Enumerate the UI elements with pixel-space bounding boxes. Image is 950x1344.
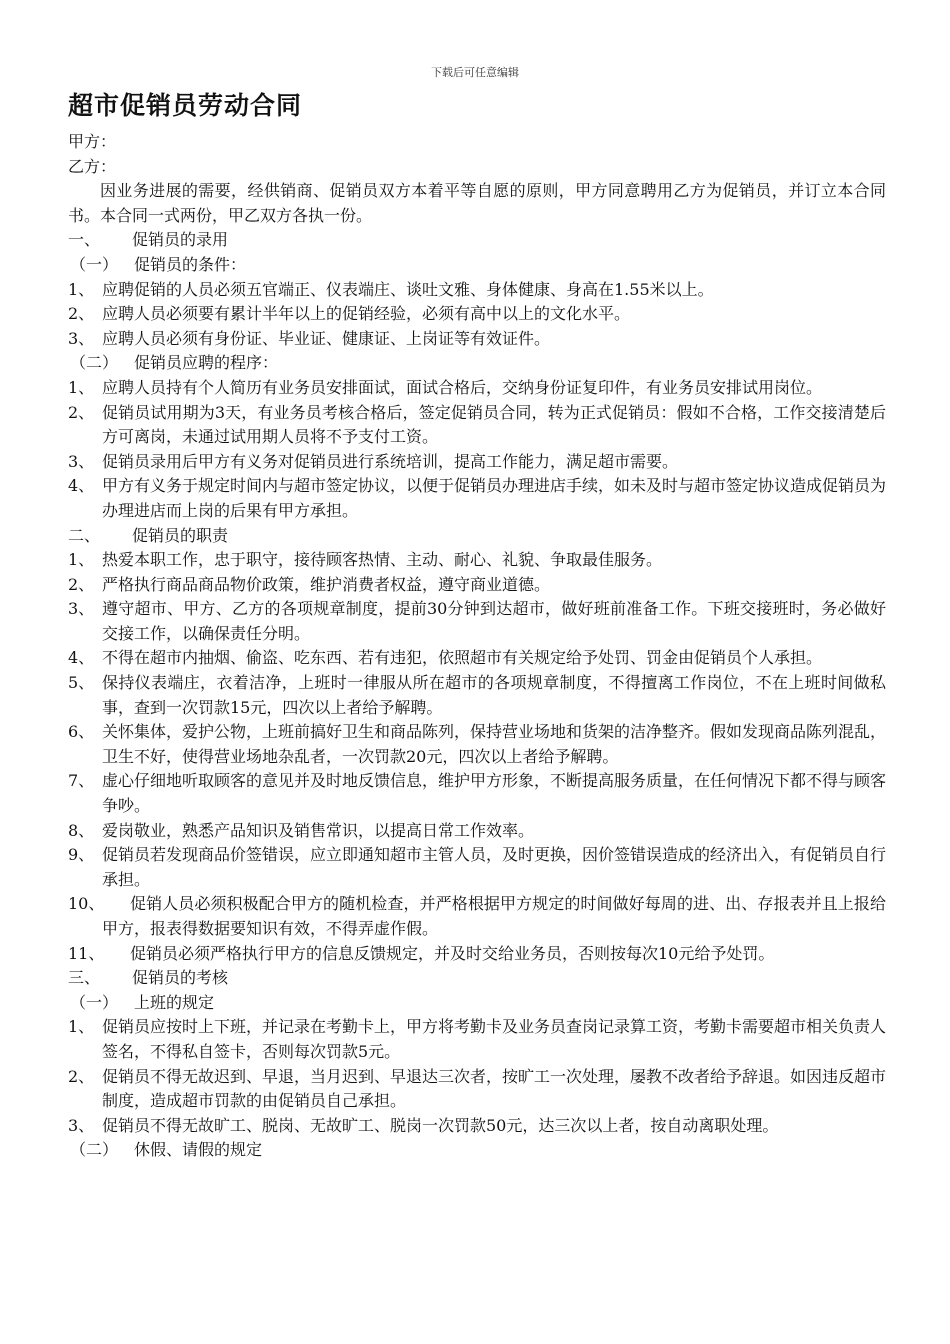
list-item <box>68 474 886 523</box>
list-item <box>68 302 886 327</box>
party-a-label: 甲方： <box>68 132 117 151</box>
list-item <box>68 892 886 941</box>
list-item <box>68 843 886 892</box>
subsection-heading <box>68 351 886 376</box>
item-number: 1、 <box>68 279 95 299</box>
list-item <box>68 819 886 844</box>
section-number: 三、 <box>68 968 101 988</box>
item-number: 10、 <box>68 894 105 914</box>
subsection-title: 促销员的条件： <box>134 254 247 274</box>
item-number: 2、 <box>68 574 95 594</box>
list-item <box>68 278 886 303</box>
item-text: 严格执行商品商品物价政策，维护消费者权益，遵守商业道德。 <box>102 574 551 594</box>
subsection-number: （二） <box>70 1140 119 1160</box>
list-item <box>68 597 886 646</box>
section-heading <box>68 524 886 549</box>
contract-body <box>68 130 886 1163</box>
list-item <box>68 942 886 967</box>
item-text: 促销员不得无故旷工、脱岗、无故旷工、脱岗一次罚款50元，达三次以上者，按自动离职处理。 <box>102 1115 779 1135</box>
item-text: 促销员应按时上下班，并记录在考勤卡上，甲方将考勤卡及业务员查岗记录算工资，考勤卡需要超市相关负责人签名，不得私自签卡，否则每次罚款5元。 <box>102 1017 887 1061</box>
item-number: 8、 <box>68 820 95 840</box>
item-text: 应聘促销的人员必须五官端正、仪表端庄、谈吐文雅、身体健康、身高在1.55米以上。 <box>102 279 714 299</box>
item-text: 热爱本职工作，忠于职守，接待顾客热情、主动、耐心、礼貌、争取最佳服务。 <box>102 550 663 570</box>
list-item <box>68 450 886 475</box>
item-text: 促销人员必须积极配合甲方的随机检查，并严格根据甲方规定的时间做好每周的进、出、存报表并且上报给甲方，报表得数据要知识有效，不得弄虚作假。 <box>102 894 886 938</box>
item-text: 爱岗敬业，熟悉产品知识及销售常识，以提高日常工作效率。 <box>102 820 535 840</box>
item-number: 3、 <box>68 328 95 348</box>
item-number: 3、 <box>68 599 95 619</box>
item-text: 应聘人员持有个人简历有业务员安排面试，面试合格后，交纳身份证复印件，有业务员安排试用岗位。 <box>102 377 823 397</box>
item-text: 促销员必须严格执行甲方的信息反馈规定，并及时交给业务员，否则按每次10元给予处罚。 <box>130 943 775 963</box>
subsection-number: （一） <box>70 254 119 274</box>
item-number: 2、 <box>68 1066 95 1086</box>
item-number: 2、 <box>68 402 95 422</box>
section-heading <box>68 228 886 253</box>
section-number: 二、 <box>68 525 101 545</box>
item-number: 5、 <box>68 673 95 693</box>
list-item <box>68 769 886 818</box>
item-text: 甲方有义务于规定时间内与超市签定协议，以便于促销员办理进店手续，如未及时与超市签定协议造成促销员为办理进店而上岗的后果有甲方承担。 <box>102 476 887 520</box>
item-number: 3、 <box>68 1115 95 1135</box>
item-text: 保持仪表端庄，衣着洁净，上班时一律服从所在超市的各项规章制度，不得擅离工作岗位，不在上班时间做私事，查到一次罚款15元，四次以上者给予解聘。 <box>102 673 886 717</box>
item-text: 应聘人员必须要有累计半年以上的促销经验，必须有高中以上的文化水平。 <box>102 304 631 324</box>
subsection-heading <box>68 253 886 278</box>
item-number: 1、 <box>68 1017 95 1037</box>
item-text: 促销员录用后甲方有义务对促销员进行系统培训，提高工作能力，满足超市需要。 <box>102 451 679 471</box>
list-item <box>68 1015 886 1064</box>
list-item <box>68 671 886 720</box>
document-title: 超市促销员劳动合同 <box>68 91 303 120</box>
item-text: 不得在超市内抽烟、偷盗、吃东西、若有违犯，依照超市有关规定给予处罚、罚金由促销员个人承担。 <box>102 648 823 668</box>
item-number: 7、 <box>68 771 95 791</box>
item-number: 3、 <box>68 451 95 471</box>
item-text: 应聘人员必须有身份证、毕业证、健康证、上岗证等有效证件。 <box>102 328 551 348</box>
section-number: 一、 <box>68 230 101 250</box>
subsection-title: 上班的规定 <box>134 992 215 1012</box>
item-text: 关怀集体，爱护公物，上班前搞好卫生和商品陈列，保持营业场地和货架的洁净整齐。假如发现商品陈列混乱，卫生不好，使得营业场地杂乱者，一次罚款20元，四次以上者给予解聘。 <box>102 722 887 766</box>
list-item <box>68 1114 886 1139</box>
section-title: 促销员的职责 <box>132 525 229 545</box>
header-note: 下载后可任意编辑 <box>431 66 519 79</box>
item-number: 2、 <box>68 304 95 324</box>
list-item <box>68 401 886 450</box>
party-b-label: 乙方： <box>68 156 117 176</box>
item-number: 4、 <box>68 476 95 496</box>
subsection-title: 促销员应聘的程序： <box>134 353 279 373</box>
section-title: 促销员的录用 <box>132 230 229 250</box>
subsection-number: （一） <box>70 992 119 1012</box>
item-text: 促销员试用期为3天，有业务员考核合格后，签定促销员合同，转为正式促销员：假如不合格，工作交接清楚后方可离岗，未通过试用期人员将不予支付工资。 <box>102 402 886 447</box>
subsection-number: （二） <box>70 353 119 373</box>
item-text: 遵守超市、甲方、乙方的各项规章制度，提前30分钟到达超市，做好班前准备工作。下班交接班时，务必做好交接工作，以确保责任分明。 <box>102 599 886 643</box>
list-item <box>68 548 886 573</box>
list-item <box>68 376 886 401</box>
list-item <box>68 720 886 769</box>
item-number: 6、 <box>68 722 95 742</box>
item-number: 1、 <box>68 377 95 397</box>
subsection-heading <box>68 991 886 1016</box>
item-text: 促销员不得无故迟到、早退，当月迟到、早退达三次者，按旷工一次处理，屡教不改者给予辞退。如因违反超市制度，造成超市罚款的由促销员自己承担。 <box>102 1066 887 1111</box>
subsection-heading <box>68 1138 886 1163</box>
section-heading <box>68 966 886 991</box>
item-text: 虚心仔细地听取顾客的意见并及时地反馈信息，维护甲方形象，不断提高服务质量，在任何情况下都不得与顾客争吵。 <box>102 771 887 816</box>
section-title: 促销员的考核 <box>132 968 229 988</box>
list-item <box>68 327 886 352</box>
item-number: 11、 <box>68 943 105 963</box>
list-item <box>68 646 886 671</box>
intro-paragraph: 因业务进展的需要，经供销商、促销员双方本着平等自愿的原则，甲方同意聘用乙方为促销员，并订立本合同书。本合同一式两份，甲乙双方各执一份。 <box>68 181 886 225</box>
list-item <box>68 1065 886 1114</box>
list-item <box>68 573 886 598</box>
item-text: 促销员若发现商品价签错误，应立即通知超市主管人员，及时更换，因价签错误造成的经济出入，有促销员自行承担。 <box>102 845 887 889</box>
subsection-title: 休假、请假的规定 <box>134 1140 263 1160</box>
item-number: 4、 <box>68 648 95 668</box>
item-number: 9、 <box>68 845 95 865</box>
item-number: 1、 <box>68 550 95 570</box>
